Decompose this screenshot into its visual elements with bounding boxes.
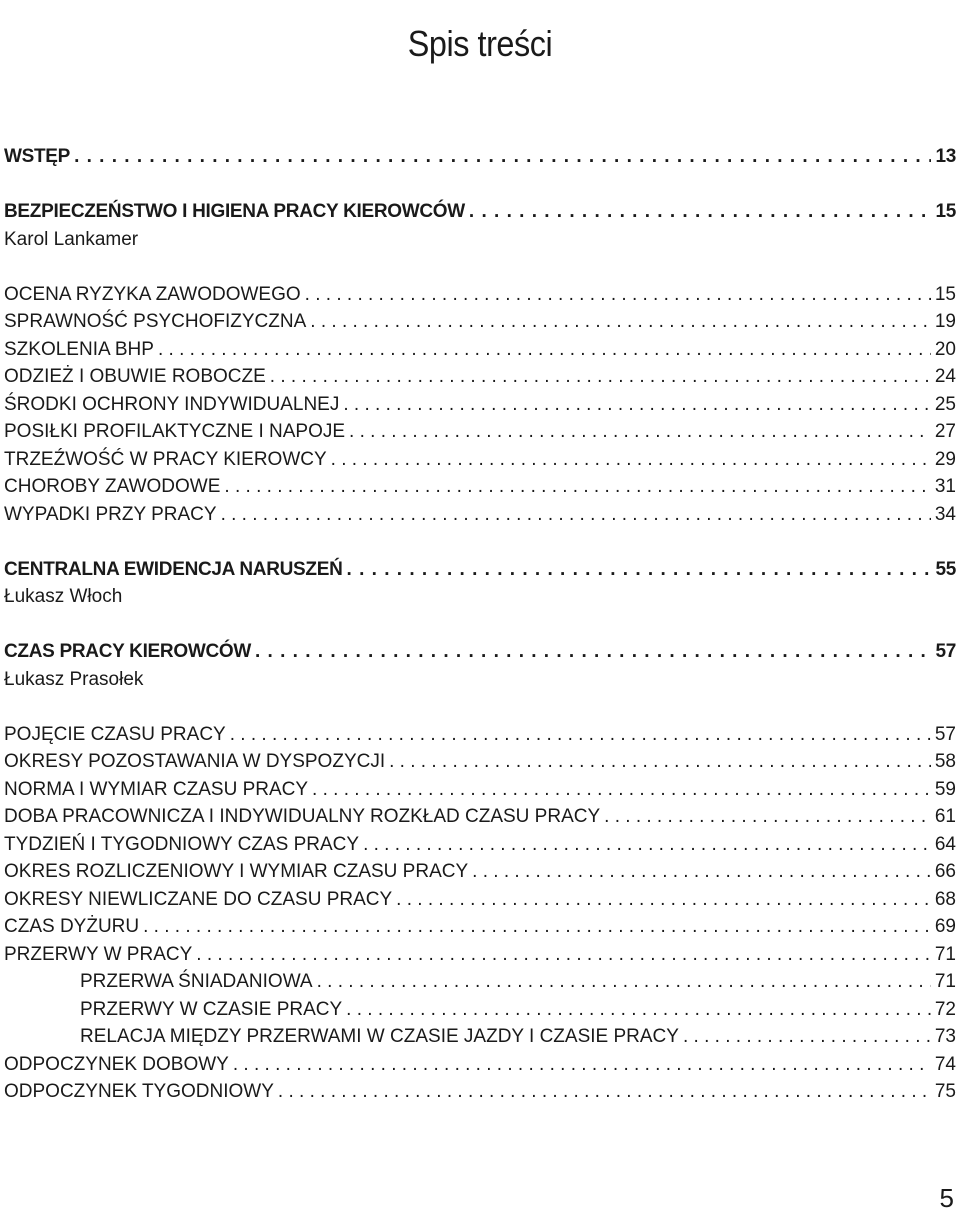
toc-entry[interactable] [4, 748, 956, 776]
toc-entry-page: 66 [934, 861, 956, 882]
toc-entry-label: RELACJA MIĘDZY PRZERWAMI W CZASIE JAZDY I CZASIE PRACY [80, 1026, 679, 1047]
dot-leader [347, 556, 932, 584]
dot-leader [233, 1051, 931, 1079]
toc-entry[interactable] [4, 886, 956, 914]
toc-entry-label: TYDZIEŃ I TYGODNIOWY CZAS PRACY [4, 833, 360, 855]
toc-entry-label: CZAS DYŻURU [4, 916, 140, 937]
dot-leader [305, 281, 931, 309]
toc-entry-page: 74 [934, 1053, 956, 1075]
toc-entry[interactable] [4, 776, 956, 804]
toc-entry[interactable] [4, 473, 956, 501]
toc-entry-label: OKRES ROZLICZENIOWY I WYMIAR CZASU PRACY [4, 861, 469, 882]
toc-entry-label: Łukasz Włoch [4, 586, 123, 607]
toc-entry-label: Karol Lankamer [4, 228, 139, 250]
toc-entry-label: CHOROBY ZAWODOWE [4, 476, 221, 497]
dot-leader [469, 198, 932, 226]
toc-entry-label: ŚRODKI OCHRONY INDYWIDUALNEJ [4, 393, 340, 415]
toc-entry-label: POJĘCIE CZASU PRACY [4, 723, 226, 745]
toc-spacer [4, 611, 956, 639]
toc-entry-label: DOBA PRACOWNICZA I INDYWIDUALNY ROZKŁAD CZASU PRACY [4, 806, 601, 827]
toc-entry-label: SPRAWNOŚĆ PSYCHOFIZYCZNA [4, 311, 307, 332]
toc-entry-page: 20 [934, 338, 956, 360]
toc-entry-label: Łukasz Prasołek [4, 668, 144, 690]
toc-entry-page: 69 [934, 916, 956, 937]
toc-entry-page: 58 [934, 751, 956, 772]
toc-entry-label: POSIŁKI PROFILAKTYCZNE I NAPOJE [4, 421, 346, 442]
toc-entry[interactable] [4, 501, 956, 529]
dot-leader [363, 831, 931, 859]
dot-leader [255, 638, 931, 666]
toc-entry-label: ODZIEŻ I OBUWIE ROBOCZE [4, 366, 266, 387]
toc-entry-page: 57 [935, 641, 956, 662]
dot-leader [331, 446, 931, 474]
toc-entry-label: OKRESY NIEWLICZANE DO CZASU PRACY [4, 888, 393, 910]
dot-leader [317, 968, 931, 996]
toc-subentry[interactable] [4, 996, 956, 1024]
toc-entry-label: ODPOCZYNEK TYGODNIOWY [4, 1081, 274, 1102]
toc-entry-label: PRZERWY W CZASIE PRACY [80, 998, 343, 1020]
toc-section-entry[interactable] [4, 638, 956, 666]
toc-entry-label: PRZERWA ŚNIADANIOWA [80, 971, 313, 992]
dot-leader [221, 501, 931, 529]
toc-entry[interactable] [4, 281, 956, 309]
toc-author [4, 226, 956, 254]
dot-leader [349, 418, 931, 446]
toc-entry-page: 61 [934, 806, 956, 827]
toc-entry[interactable] [4, 1051, 956, 1079]
toc-entry[interactable] [4, 941, 956, 969]
toc-entry-label: ODPOCZYNEK DOBOWY [4, 1053, 229, 1075]
toc-entry[interactable] [4, 858, 956, 886]
toc-author [4, 666, 956, 694]
dot-leader [346, 996, 931, 1024]
toc-entry-label: CZAS PRACY KIEROWCÓW [4, 641, 251, 662]
table-of-contents [4, 143, 956, 1106]
dot-leader [278, 1078, 931, 1106]
dot-leader [472, 858, 931, 886]
page-number: 5 [939, 1183, 954, 1213]
toc-entry-page: 24 [934, 366, 956, 387]
toc-entry-label: WSTĘP [4, 146, 71, 167]
toc-entry-page: 27 [934, 421, 956, 442]
toc-entry-label: BEZPIECZEŃSTWO I HIGIENA PRACY KIEROWCÓW [4, 201, 465, 222]
toc-entry[interactable] [4, 336, 956, 364]
toc-entry[interactable] [4, 363, 956, 391]
toc-entry-page: 34 [934, 503, 956, 525]
dot-leader [343, 391, 931, 419]
toc-entry[interactable] [4, 418, 956, 446]
toc-entry-label: WYPADKI PRZY PRACY [4, 503, 217, 525]
toc-section-entry[interactable] [4, 198, 956, 226]
toc-section-entry[interactable] [4, 143, 956, 171]
toc-entry-label: PRZERWY W PRACY [4, 943, 193, 965]
dot-leader [224, 473, 930, 501]
toc-entry[interactable] [4, 913, 956, 941]
dot-leader [310, 308, 931, 336]
toc-spacer [4, 693, 956, 721]
toc-subentry[interactable] [4, 968, 956, 996]
toc-spacer [4, 528, 956, 556]
toc-entry-page: 19 [934, 311, 956, 332]
toc-entry[interactable] [4, 1078, 956, 1106]
toc-entry-page: 59 [934, 778, 956, 800]
toc-entry[interactable] [4, 308, 956, 336]
toc-entry-page: 75 [934, 1081, 956, 1102]
toc-entry-page: 64 [934, 833, 956, 855]
dot-leader [683, 1023, 931, 1051]
toc-entry-page: 15 [935, 201, 956, 222]
toc-entry-page: 29 [934, 448, 956, 470]
dot-leader [74, 143, 931, 171]
toc-entry-page: 15 [934, 283, 956, 305]
toc-entry-page: 13 [935, 146, 956, 167]
dot-leader [270, 363, 931, 391]
toc-entry-page: 68 [934, 888, 956, 910]
toc-entry-label: OKRESY POZOSTAWANIA W DYSPOZYCJI [4, 751, 386, 772]
toc-entry-page: 71 [934, 943, 956, 965]
toc-entry-label: TRZEŹWOŚĆ W PRACY KIEROWCY [4, 448, 327, 470]
dot-leader [230, 721, 931, 749]
toc-subentry[interactable] [4, 1023, 956, 1051]
toc-entry[interactable] [4, 446, 956, 474]
toc-entry[interactable] [4, 391, 956, 419]
dot-leader [158, 336, 931, 364]
toc-entry-label: SZKOLENIA BHP [4, 338, 154, 360]
toc-entry-page: 31 [934, 476, 956, 497]
toc-entry-page: 25 [934, 393, 956, 415]
page-title: Spis treści [407, 23, 553, 65]
toc-author [4, 583, 956, 611]
dot-leader [312, 776, 931, 804]
dot-leader [396, 886, 931, 914]
dot-leader [604, 803, 931, 831]
toc-entry-label: CENTRALNA EWIDENCJA NARUSZEŃ [4, 558, 343, 580]
toc-entry-label: NORMA I WYMIAR CZASU PRACY [4, 778, 309, 800]
toc-spacer [4, 171, 956, 199]
dot-leader [389, 748, 931, 776]
toc-entry-page: 55 [935, 558, 956, 580]
toc-entry[interactable] [4, 831, 956, 859]
toc-entry[interactable] [4, 803, 956, 831]
toc-entry[interactable] [4, 721, 956, 749]
toc-entry-page: 73 [934, 1026, 956, 1047]
toc-entry-page: 71 [934, 971, 956, 992]
dot-leader [196, 941, 931, 969]
dot-leader [143, 913, 931, 941]
toc-entry-page: 57 [934, 723, 956, 745]
toc-section-entry[interactable] [4, 556, 956, 584]
toc-spacer [4, 253, 956, 281]
toc-entry-label: OCENA RYZYKA ZAWODOWEGO [4, 283, 301, 305]
toc-entry-page: 72 [934, 998, 956, 1020]
